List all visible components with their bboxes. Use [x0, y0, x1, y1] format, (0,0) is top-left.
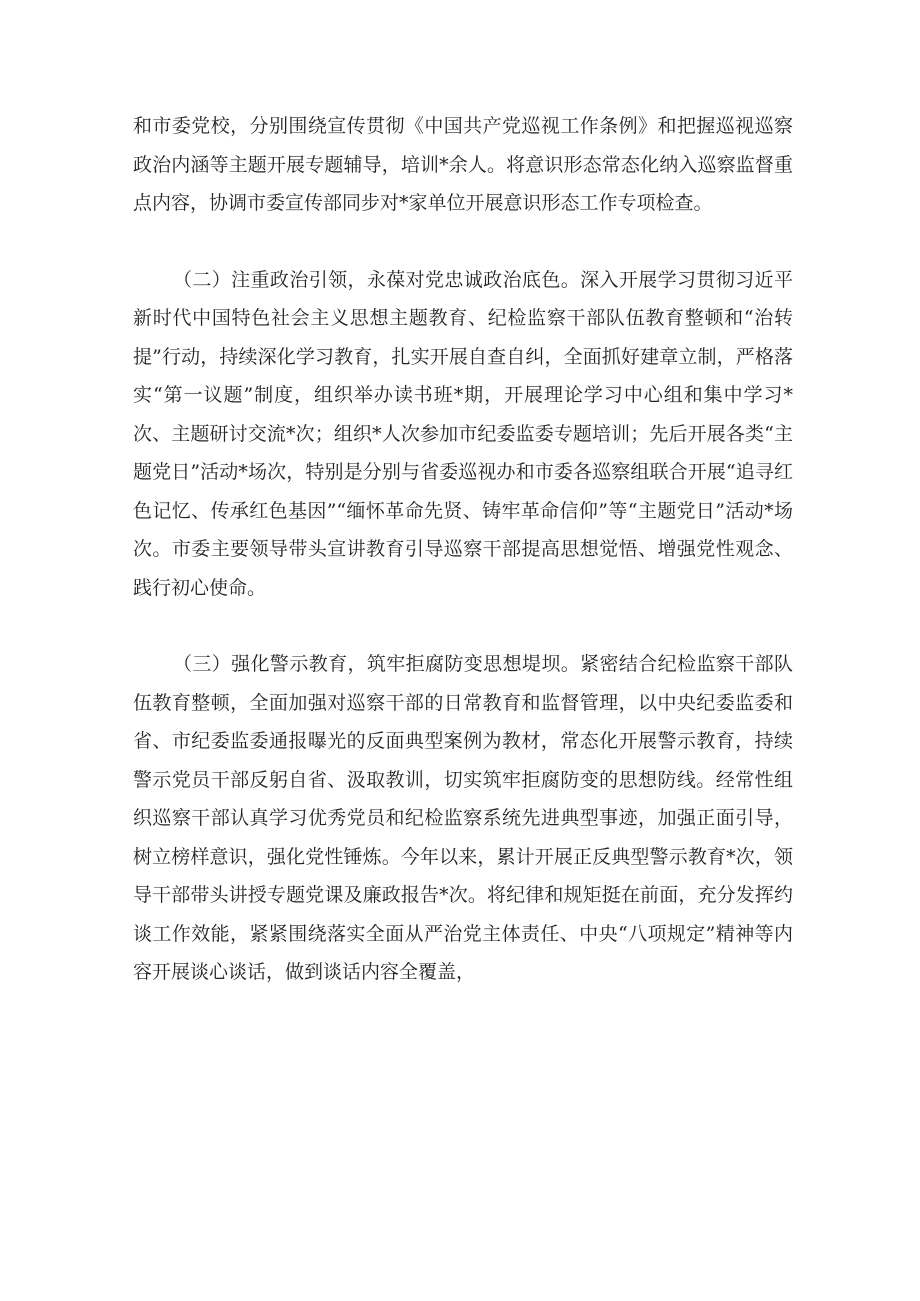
document-body [133, 107, 793, 992]
paragraph-section-3: （三）强化警示教育，筑牢拒腐防变思想堤坝。紧密结合纪检监察干部队伍教育整顿，全面加强对巡察干部的日常教育和监督管理，以中央纪委监委和省、市纪委监委通报曝光的反面典型案例为教材，常态化开展警示教育，持续警示党员干部反躬自省、汲取教训，切实筑牢拒腐防变的思想防线。经常性组织巡察干部认真学习优秀党员和纪检监察系统先进典型事迹，加强正面引导，树立榜样意识，强化党性锤炼。今年以来，累计开展正反典型警示教育*次，领导干部带头讲授专题党课及廉政报告*次。将纪律和规矩挺在前面，充分发挥约谈工作效能，紧紧围绕落实全面从严治党主体责任、中央“八项规定”精神等内容开展谈心谈话，做到谈话内容全覆盖， [133, 653, 793, 983]
paragraph-continuation: 和市委党校，分别围绕宣传贯彻《中国共产党巡视工作条例》和把握巡视巡察政治内涵等主题开展专题辅导，培训*余人。将意识形态常态化纳入巡察监督重点内容，协调市委宣传部同步对*家单位开展意识形态工作专项检查。 [133, 115, 793, 214]
paragraph-section-2: （二）注重政治引领，永葆对党忠诚政治底色。深入开展学习贯彻习近平新时代中国特色社会主义思想主题教育、纪检监察干部队伍教育整顿和“治转提”行动，持续深化学习教育，扎实开展自查自纠，全面抓好建章立制，严格落实“第一议题”制度，组织举办读书班*期，开展理论学习中心组和集中学习*次、主题研讨交流*次；组织*人次参加市纪委监委专题培训；先后开展各类“主题党日”活动*场次，特别是分别与省委巡视办和市委各巡察组联合开展“追寻红色记忆、传承红色基因”“缅怀革命先贤、铸牢革命信仰”等“主题党日”活动*场次。市委主要领导带头宣讲教育引导巡察干部提高思想觉悟、增强党性观念、践行初心使命。 [133, 268, 793, 599]
